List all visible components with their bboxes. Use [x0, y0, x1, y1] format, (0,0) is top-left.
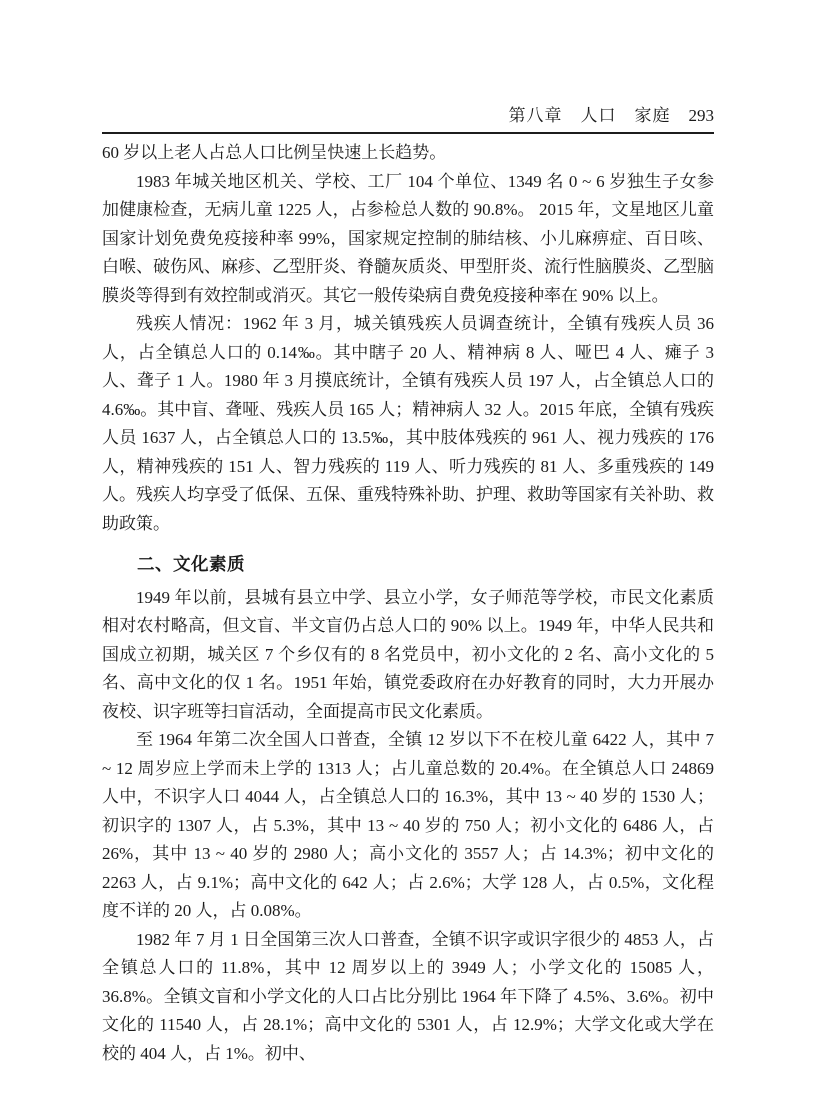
paragraph-1964-census-literacy: 至 1964 年第二次全国人口普查，全镇 12 岁以下不在校儿童 6422 人，其中 7 ~ 12 周岁应上学而未上学的 1313 人；占儿童总数的 20.4%。在全镇总人口 24869 人中，不识字人口 4044 人，占全镇总人口的 16.3%，其中 13 ~ 40 岁的 1530 人；初识字的 1307 人，占 5.3%，其中 13 ~ 40 岁的 750 人；初小文化的 6486 人，占 26%，其中 13 ~ 40 岁的 2980 人；高小文化的 3557 人；占 14.3%；初中文化的 2263 人，占 9.1%；高中文化的 642 人；占 2.6%；大学 128 人，占 0.5%，文化程度不详的 20 人，占 0.08%。	[102, 730, 714, 920]
paragraph-aging-trend: 60 岁以上老人占总人口比例呈快速上长趋势。	[102, 143, 447, 162]
section-heading-cultural-quality: 二、文化素质	[137, 554, 245, 574]
paragraph-pre-1949-education: 1949 年以前，县城有县立中学、县立小学，女子师范等学校，市民文化素质相对农村略高，但文盲、半文盲仍占总人口的 90% 以上。1949 年，中华人民共和国成立初期，城关区 7 个乡仅有的 8 名党员中，初小文化的 2 名、高小文化的 5 名、高中文化的仅 1 名。1951 年始，镇党委政府在办好教育的同时，大力开展办夜校、识字班等扫盲活动，全面提高市民文化素质。	[102, 587, 714, 721]
chapter-title: 第八章 人口 家庭	[508, 106, 671, 125]
running-header	[102, 105, 714, 134]
paragraph-disabled-persons: 残疾人情况：1962 年 3 月，城关镇残疾人员调查统计，全镇有残疾人员 36 人，占全镇总人口的 0.14‰。其中瞎子 20 人、精神病 8 人、哑巴 4 人、瘫子 3 人、聋子 1 人。1980 年 3 月摸底统计，全镇有残疾人员 197 人，占全镇总人口的 4.6‰。其中盲、聋哑、残疾人员 165 人；精神病人 32 人。2015 年底，全镇有残疾人员 1637 人，占全镇总人口的 13.5‰，其中肢体残疾的 961 人、视力残疾的 176 人，精神残疾的 151 人、智力残疾的 119 人、听力残疾的 81 人、多重残疾的 149 人。残疾人均享受了低保、五保、重残特殊补助、护理、救助等国家有关补助、救助政策。	[102, 314, 714, 533]
page-number: 293	[688, 106, 714, 125]
paragraph-child-health-immunization: 1983 年城关地区机关、学校、工厂 104 个单位、1349 名 0 ~ 6 岁独生子女参加健康检查，无病儿童 1225 人，占参检总人数的 90.8%。 2015 年，文星地区儿童国家计划免费免疫接种率 99%，国家规定控制的肺结核、小儿麻痹症、百日咳、白喉、破伤风、麻疹、乙型肝炎、脊髓灰质炎、甲型肝炎、流行性脑膜炎、乙型脑膜炎等得到有效控制或消灭。其它一般传染病自费免疫接种率在 90% 以上。	[102, 171, 714, 305]
page-body	[102, 139, 714, 1068]
paragraph-1982-census-literacy: 1982 年 7 月 1 日全国第三次人口普查，全镇不识字或识字很少的 4853 人，占全镇总人口的 11.8%，其中 12 周岁以上的 3949 人；小学文化的 15085 人，36.8%。全镇文盲和小学文化的人口占比分别比 1964 年下降了 4.5%、3.6%。初中文化的 11540 人，占 28.1%；高中文化的 5301 人，占 12.9%；大学文化或大学在校的 404 人，占 1%。初中、	[102, 929, 714, 1063]
